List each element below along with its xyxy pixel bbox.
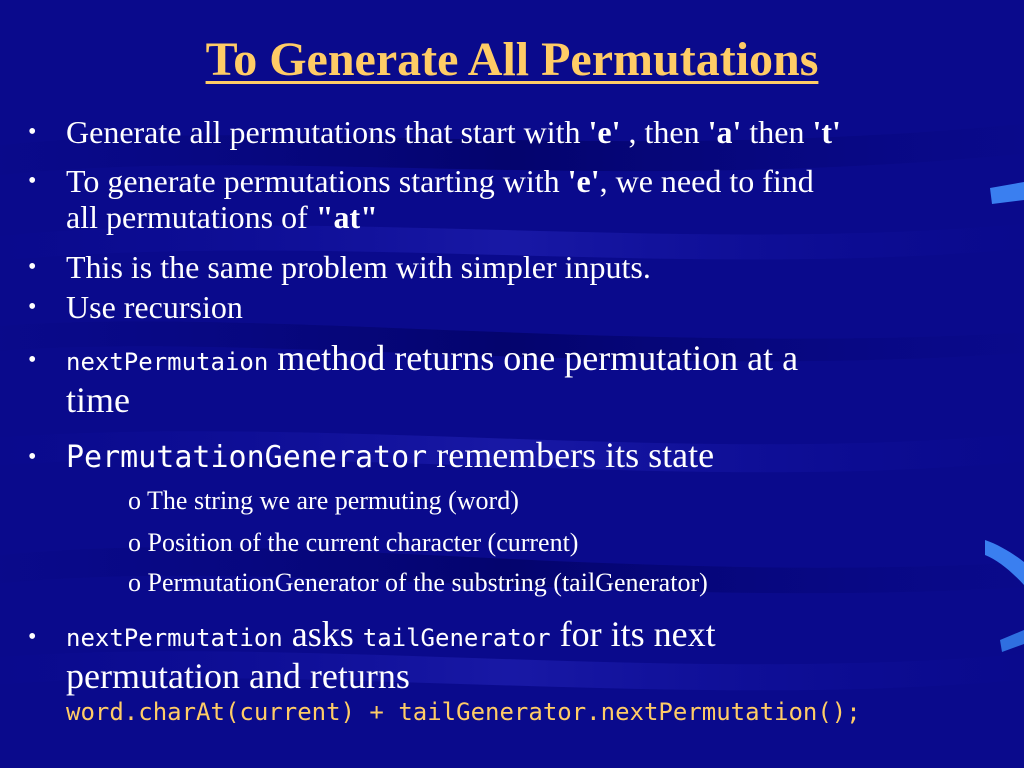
bullet-5-line-1 bbox=[66, 337, 798, 383]
bullet-6-text bbox=[66, 434, 714, 479]
sub-item-text: PermutationGenerator of the substring (tailGenerator) bbox=[147, 568, 708, 597]
b7-text: asks bbox=[282, 614, 363, 654]
b7-text: for its next bbox=[550, 614, 716, 654]
sub-marker: o bbox=[128, 568, 141, 597]
sub-marker: o bbox=[128, 486, 141, 515]
bullet-marker: • bbox=[28, 294, 37, 320]
bullet-1-text bbox=[66, 114, 841, 150]
b1-char-e: 'e' bbox=[588, 114, 621, 150]
sub-item-text: The string we are permuting (word) bbox=[147, 486, 519, 515]
b2-text: To generate permutations starting with bbox=[66, 163, 568, 199]
bullet-marker: • bbox=[28, 119, 37, 145]
code-nextPermutation: nextPermutation bbox=[66, 624, 283, 652]
b2-text: , we need to find bbox=[599, 163, 814, 199]
slide-title: To Generate All Permutations bbox=[205, 33, 819, 86]
bullet-marker: • bbox=[28, 168, 37, 194]
sub-item bbox=[128, 486, 519, 516]
b1-char-t: 't' bbox=[812, 114, 841, 150]
b1-text: , then bbox=[620, 114, 708, 150]
bullet-7-line-1 bbox=[66, 613, 716, 659]
bullet-marker: • bbox=[28, 624, 37, 650]
code-tailGenerator: tailGenerator bbox=[362, 624, 551, 652]
bullet-marker: • bbox=[28, 444, 37, 470]
b1-text: then bbox=[741, 114, 813, 150]
b2-text: all permutations of bbox=[66, 199, 316, 235]
b1-text: Generate all permutations that start with bbox=[66, 114, 589, 150]
bullet-4-text: Use recursion bbox=[66, 289, 243, 325]
code-PermutationGenerator: PermutationGenerator bbox=[66, 440, 428, 475]
b5-text: method returns one permutation at a bbox=[268, 338, 799, 378]
bullet-2-line-2 bbox=[66, 199, 378, 235]
b2-string-at: "at" bbox=[315, 199, 378, 235]
code-nextPermutaion: nextPermutaion bbox=[66, 348, 269, 376]
b2-char-e: 'e' bbox=[567, 163, 600, 199]
bullet-3-text: This is the same problem with simpler inputs. bbox=[66, 249, 651, 285]
bullet-2-line-1 bbox=[66, 163, 814, 199]
sub-item-text: Position of the current character (current) bbox=[147, 528, 579, 557]
bullet-marker: • bbox=[28, 254, 37, 280]
bullet-7-line-2: permutation and returns bbox=[66, 656, 410, 696]
sub-item bbox=[128, 528, 578, 558]
accent-streak bbox=[990, 182, 1024, 204]
b1-char-a: 'a' bbox=[707, 114, 742, 150]
code-return-expression: word.charAt(current) + tailGenerator.nextPermutation(); bbox=[66, 698, 861, 726]
b6-text: remembers its state bbox=[427, 435, 715, 475]
sub-item bbox=[128, 568, 708, 598]
bullet-5-line-2: time bbox=[66, 380, 130, 420]
sub-marker: o bbox=[128, 528, 141, 557]
bullet-marker: • bbox=[28, 347, 37, 373]
